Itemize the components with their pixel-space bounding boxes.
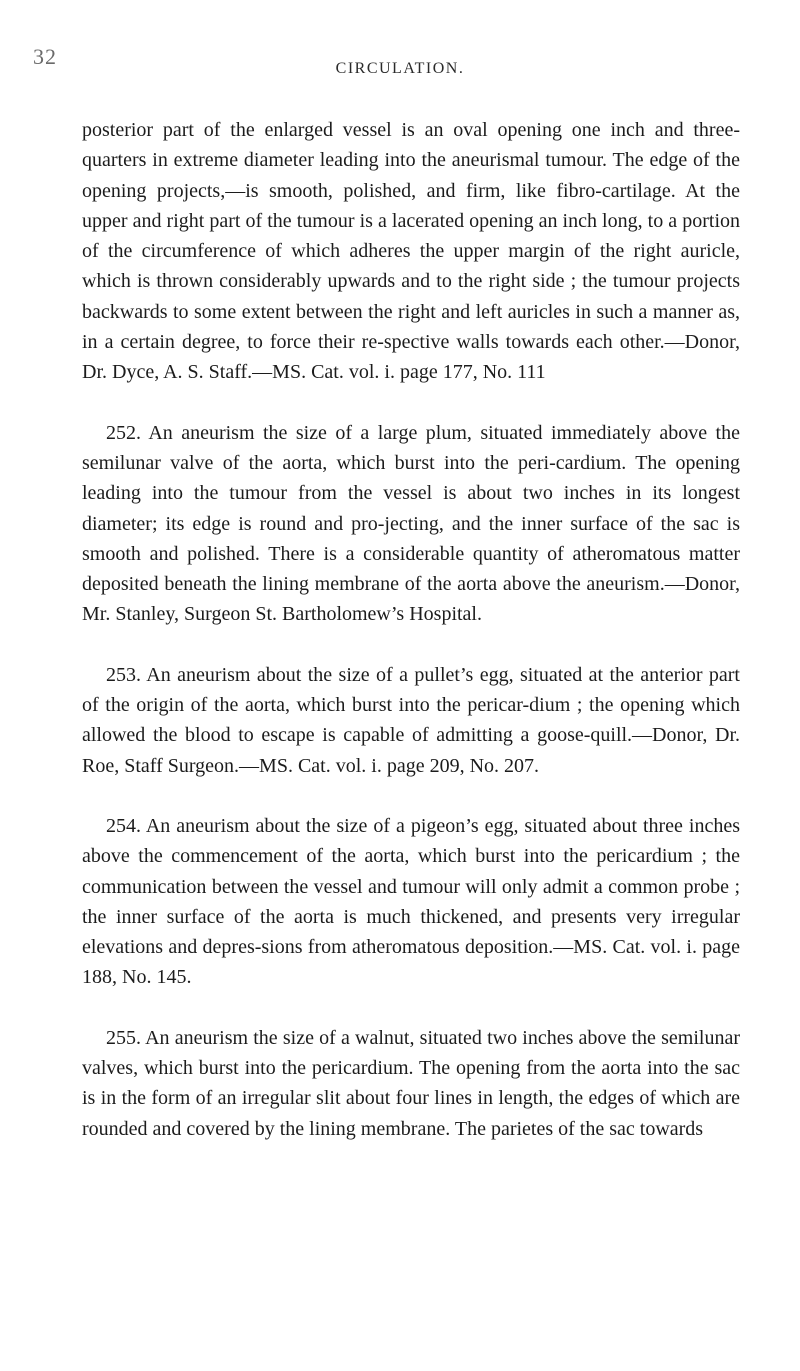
paragraph-continued: posterior part of the enlarged vessel is an oval opening one inch and three-quarters in extreme diameter leading into the aneurismal tumour. The edge of the opening projects,—is smooth, polished, and firm, like fibro-cartilage. At the upper and right part of the tumour is a lacerated opening an inch long, to a portion of the circumference of which adheres the upper margin of the right auricle, which is thrown considerably upwards and to the right side ; the tumour projects backwards to some extent between the right and left auricles in such a manner as, in a certain degree, to force their re-spective walls towards each other.—Donor, Dr. Dyce, A. S. Staff.—MS. Cat. vol. i. page 177, No. 111 bbox=[82, 119, 740, 384]
paragraph-254: 254. An aneurism about the size of a pigeon’s egg, situated about three inches above the commencement of the aorta, which burst into the pericardium ; the communication between the vessel and tumour will only admit a common probe ; the inner surface of the aorta is much thickened, and presents very irregular elevations and depres-sions from atheromatous deposition.—MS. Cat. vol. i. page 188, No. 145. bbox=[82, 814, 740, 989]
paragraph-255: 255. An aneurism the size of a walnut, situated two inches above the semilunar valves, which burst into the pericardium. The opening from the aorta into the sac is in the form of an irregular slit about four lines in length, the edges of which are rounded and covered by the lining membrane. The parietes of the sac towards bbox=[82, 1026, 740, 1140]
body-text bbox=[82, 115, 740, 1144]
paragraph-252: 252. An aneurism the size of a large plum, situated immediately above the semilunar valve of the aorta, which burst into the peri-cardium. The opening leading into the tumour from the vessel is about two inches in its longest diameter; its edge is round and pro-jecting, and the inner surface of the sac is smooth and polished. There is a considerable quantity of atheromatous matter deposited beneath the lining membrane of the aorta above the aneurism.—Donor, Mr. Stanley, Surgeon St. Bartholomew’s Hospital. bbox=[82, 421, 740, 626]
running-head: CIRCULATION. bbox=[335, 60, 465, 77]
paragraph-253: 253. An aneurism about the size of a pullet’s egg, situated at the anterior part of the origin of the aorta, which burst into the pericar-dium ; the opening which allowed the blood to escape is capable of admitting a goose-quill.—Donor, Dr. Roe, Staff Surgeon.—MS. Cat. vol. i. page 209, No. 207. bbox=[82, 663, 740, 777]
page-number: 32 bbox=[33, 44, 57, 69]
